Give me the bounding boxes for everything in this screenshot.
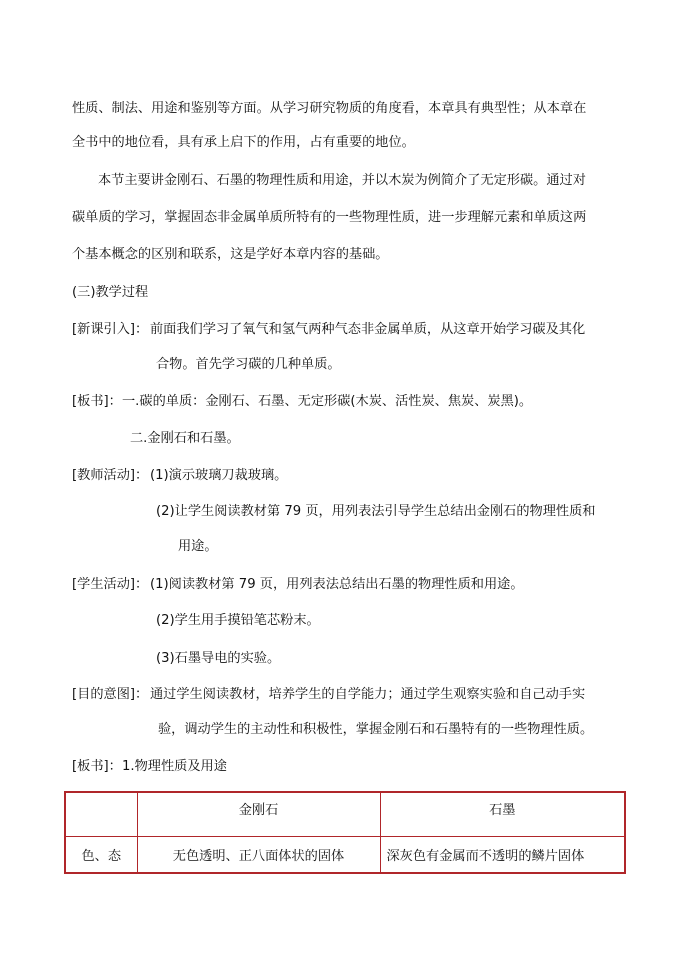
table-cell: 深灰色有金属而不透明的鳞片固体 [380,837,625,874]
student-item: (3)石墨导电的实验。 [156,651,281,666]
board-text: 1.物理性质及用途 [122,759,227,774]
purpose-text: 验，调动学生的主动性和积极性，掌握金刚石和石墨特有的一些物理性质。 [158,722,594,737]
board-text: 二.金刚石和石墨。 [130,431,240,446]
paragraph-line: 碳单质的学习，掌握固态非金属单质所特有的一些物理性质，进一步理解元素和单质这两 [72,210,587,225]
intro-tag: [新课引入]： [72,322,149,337]
student-item: (2)学生用手摸铅笔芯粉末。 [156,613,320,628]
table-row [65,837,625,874]
intro-text: 前面我们学习了氧气和氢气两种气态非金属单质，从这章开始学习碳及其化 [150,322,586,337]
table-header-cell: 石墨 [380,792,625,837]
paragraph-line: 个基本概念的区别和联系，这是学好本章内容的基础。 [72,247,389,262]
paragraph-line: 性质、制法、用途和鉴别等方面。从学习研究物质的角度看，本章具有典型性；从本章在 [72,101,587,116]
student-tag: [学生活动]： [72,577,149,592]
properties-table [64,791,626,874]
table-header-cell: 金刚石 [137,792,380,837]
board-tag: [板书]： [72,394,122,409]
student-item: (1)阅读教材第 79 页，用列表法总结出石墨的物理性质和用途。 [150,577,524,592]
table-cell: 无色透明、正八面体状的固体 [137,837,380,874]
board-tag: [板书]： [72,759,122,774]
table-cell: 色、态 [65,837,137,874]
intro-text: 合物。首先学习碳的几种单质。 [156,357,341,372]
purpose-tag: [目的意图]： [72,687,149,702]
table-header-cell [65,792,137,837]
paragraph-line: 本节主要讲金刚石、石墨的物理性质和用途，并以木炭为例简介了无定形碳。通过对 [98,173,586,188]
paragraph-line: 全书中的地位看，具有承上启下的作用，占有重要的地位。 [72,135,415,150]
teacher-item: (2)让学生阅读教材第 79 页，用列表法引导学生总结出金刚石的物理性质和 [156,504,596,519]
section-heading: (三)教学过程 [72,285,149,300]
table-header-row [65,792,625,837]
teacher-item: 用途。 [178,539,218,554]
teacher-tag: [教师活动]： [72,468,149,483]
purpose-text: 通过学生阅读教材，培养学生的自学能力；通过学生观察实验和自己动手实 [150,687,586,702]
board-text: 一.碳的单质：金刚石、石墨、无定形碳(木炭、活性炭、焦炭、炭黑)。 [122,394,533,409]
teacher-item: (1)演示玻璃刀裁玻璃。 [150,468,288,483]
